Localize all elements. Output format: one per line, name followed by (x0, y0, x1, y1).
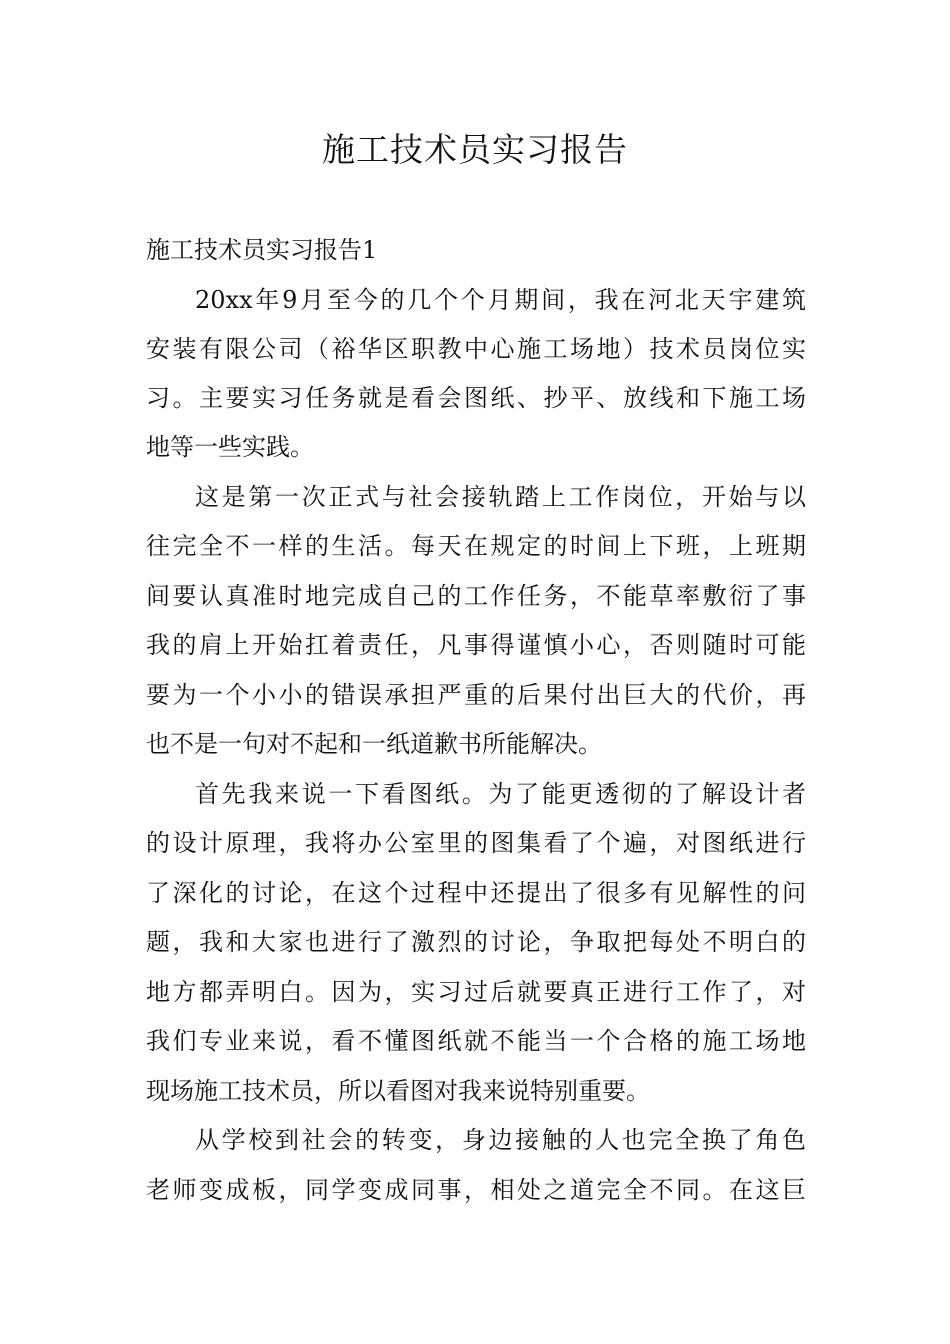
section-heading: 施工技术员实习报告1 (146, 236, 378, 264)
document-title: 施工技术员实习报告 (322, 130, 628, 169)
paragraph-4-line-2: 老师变成板，同学变成同事，相处之道完全不同。在这巨 (146, 1176, 806, 1204)
paragraph-1-line-2: 安装有限公司（裕华区职教中心施工场地）技术员岗位实 (146, 335, 806, 363)
paragraph-3-line-4: 题，我和大家也进行了激烈的讨论，争取把每处不明白的 (146, 928, 806, 956)
paragraph-2-line-2: 往完全不一样的生活。每天在规定的时间上下班，上班期 (146, 532, 806, 560)
paragraph-3-line-6: 我们专业来说，看不懂图纸就不能当一个合格的施工场地 (146, 1027, 806, 1055)
paragraph-2-line-6: 也不是一句对不起和一纸道歉书所能解决。 (146, 730, 602, 758)
paragraph-2-line-3: 间要认真准时地完成自己的工作任务，不能草率敷衍了事 (146, 582, 806, 610)
paragraph-1-line-3: 习。主要实习任务就是看会图纸、抄平、放线和下施工场 (146, 384, 806, 412)
paragraph-3-line-1: 首先我来说一下看图纸。为了能更透彻的了解设计者 (195, 780, 806, 808)
paragraph-1-line-1: 20xx年9月至今的几个个月期间，我在河北天宇建筑 (195, 286, 806, 314)
paragraph-1-line-4: 地等一些实践。 (146, 433, 314, 461)
paragraph-3-line-5: 地方都弄明白。因为，实习过后就要真正进行工作了，对 (146, 978, 806, 1006)
paragraph-3-line-3: 了深化的讨论，在这个过程中还提出了很多有见解性的问 (146, 879, 806, 907)
paragraph-3-line-7: 现场施工技术员，所以看图对我来说特别重要。 (146, 1077, 650, 1105)
paragraph-2-line-4: 我的肩上开始扛着责任，凡事得谨慎小心，否则随时可能 (146, 631, 806, 659)
paragraph-3-line-2: 的设计原理，我将办公室里的图集看了个遍，对图纸进行 (146, 829, 806, 857)
paragraph-2-line-1: 这是第一次正式与社会接轨踏上工作岗位，开始与以 (195, 483, 806, 511)
paragraph-4-line-1: 从学校到社会的转变，身边接触的人也完全换了角色 (195, 1126, 806, 1154)
paragraph-2-line-5: 要为一个小小的错误承担严重的后果付出巨大的代价，再 (146, 681, 806, 709)
